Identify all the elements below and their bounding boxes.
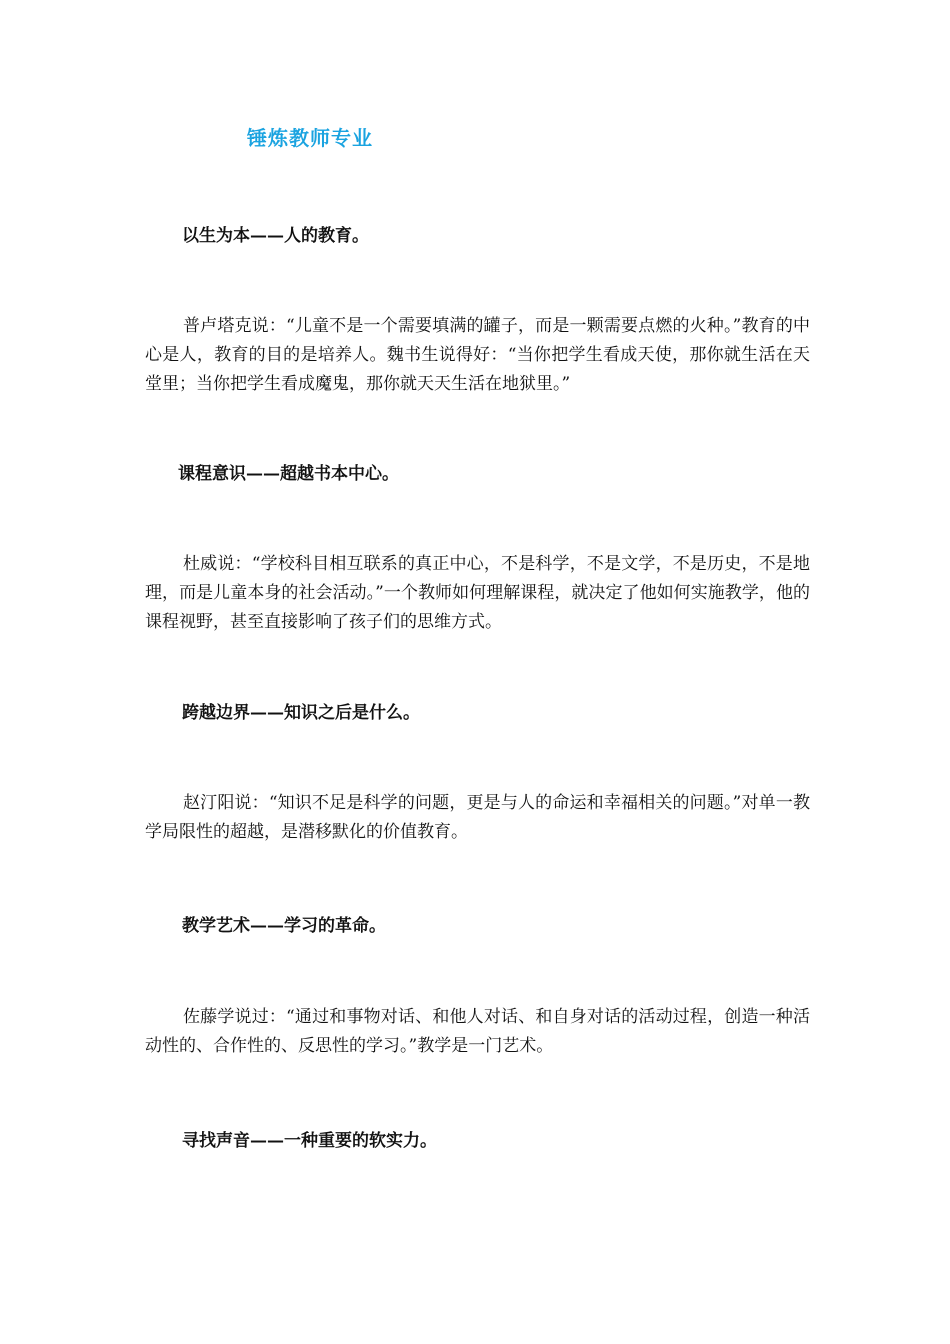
section-heading-3: 跨越边界——知识之后是什么。 [182,703,420,723]
section-body-4: 佐藤学说过：“通过和事物对话、和他人对话、和自身对话的活动过程，创造一种活动性的、合作性的、反思性的学习。”教学是一门艺术。 [145,1007,810,1056]
section-heading-2: 课程意识——超越书本中心。 [178,464,399,484]
section-heading-1: 以生为本——人的教育。 [182,226,369,246]
document-title: 锤炼教师专业 [247,126,373,150]
section-heading-5: 寻找声音——一种重要的软实力。 [182,1131,437,1151]
section-body-1: 普卢塔克说：“儿童不是一个需要填满的罐子，而是一颗需要点燃的火种。”教育的中心是人，教育的目的是培养人。魏书生说得好：“当你把学生看成天使，那你就生活在天堂里；当你把学生看成魔鬼，那你就天天生活在地狱里。” [145,316,810,394]
section-body-2: 杜威说：“学校科目相互联系的真正中心，不是科学，不是文学，不是历史，不是地理，而是儿童本身的社会活动。”一个教师如何理解课程，就决定了他如何实施教学，他的课程视野，甚至直接影响了孩子们的思维方式。 [145,554,810,632]
section-heading-4: 教学艺术——学习的革命。 [182,916,386,936]
section-body-3: 赵汀阳说：“知识不足是科学的问题，更是与人的命运和幸福相关的问题。”对单一教学局限性的超越，是潜移默化的价值教育。 [145,793,810,842]
